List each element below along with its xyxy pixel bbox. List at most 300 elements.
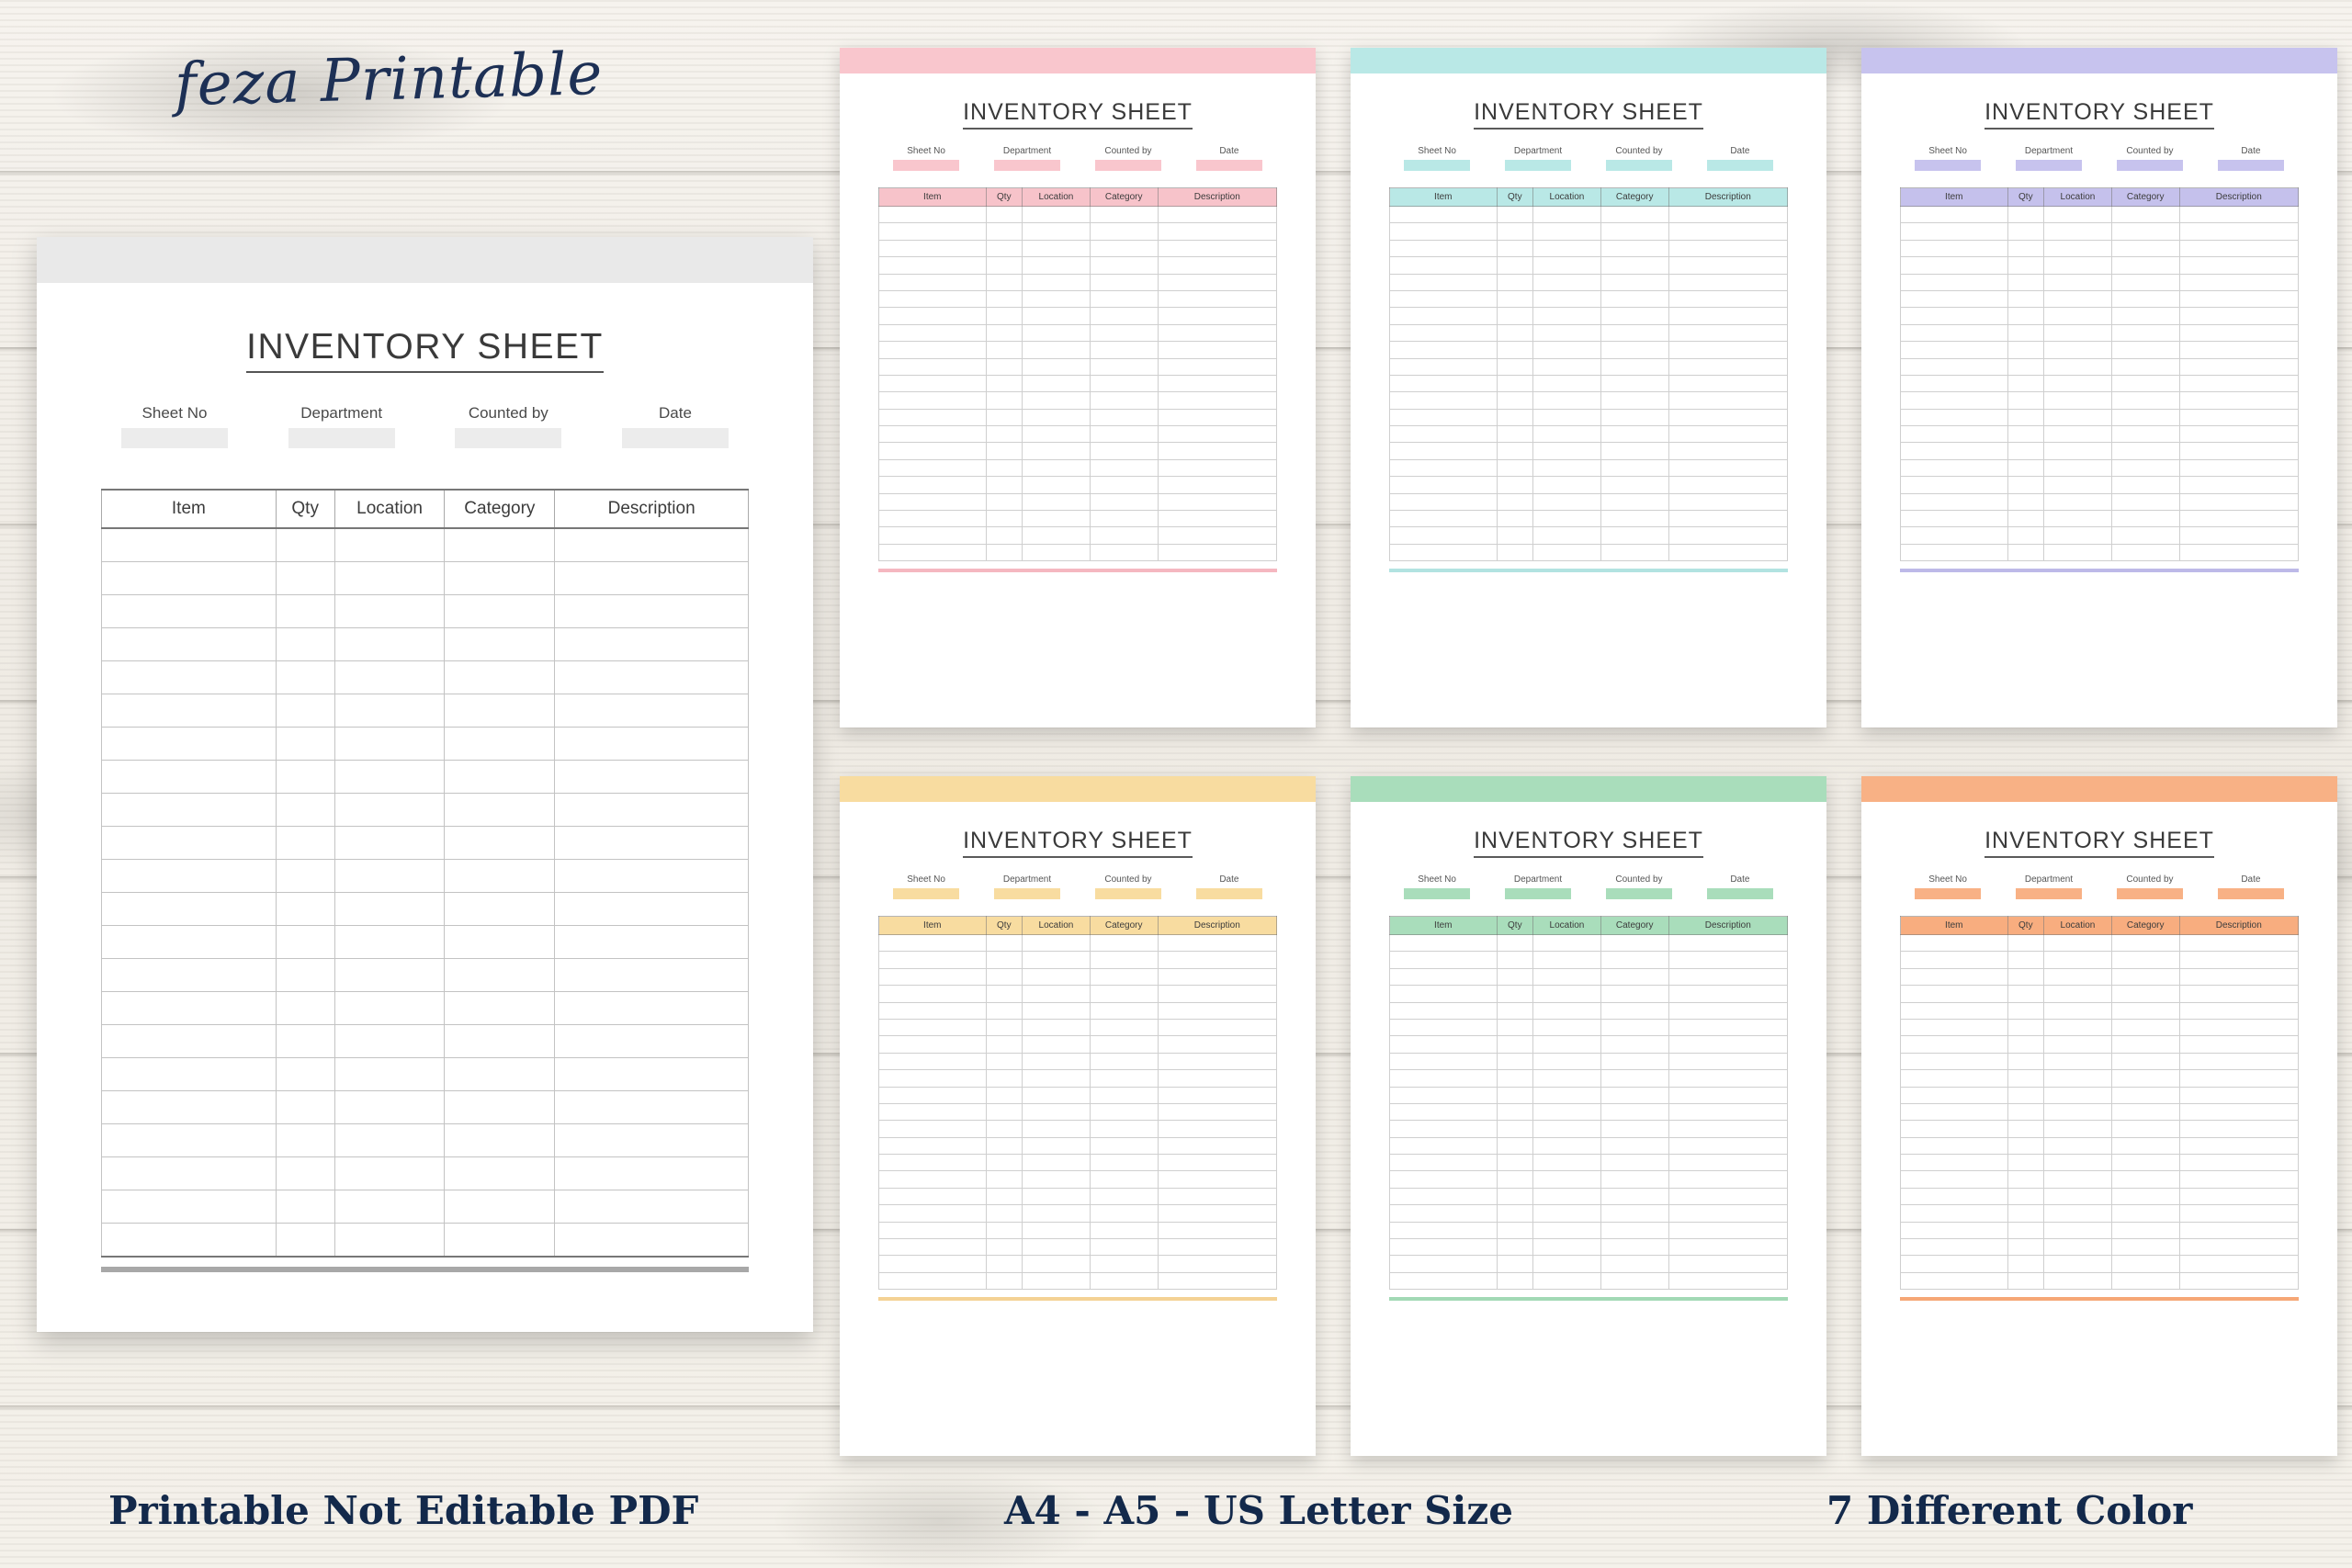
table-cell[interactable] (1497, 493, 1533, 510)
table-cell[interactable] (1533, 223, 1601, 240)
table-cell[interactable] (1023, 1019, 1091, 1035)
table-cell[interactable] (986, 968, 1023, 985)
table-cell[interactable] (102, 1025, 277, 1058)
table-cell[interactable] (2111, 443, 2179, 459)
table-cell[interactable] (2179, 1103, 2298, 1120)
table-cell[interactable] (1090, 290, 1158, 307)
table-row[interactable] (879, 1239, 1277, 1256)
table-cell[interactable] (1497, 324, 1533, 341)
table-row[interactable] (879, 1002, 1277, 1019)
table-cell[interactable] (1090, 459, 1158, 476)
table-cell[interactable] (1390, 1053, 1498, 1069)
table-cell[interactable] (2111, 1222, 2179, 1238)
table-cell[interactable] (1023, 1171, 1091, 1188)
table-row[interactable] (879, 409, 1277, 425)
table-cell[interactable] (2111, 544, 2179, 560)
table-cell[interactable] (1668, 1239, 1787, 1256)
table-cell[interactable] (1497, 1053, 1533, 1069)
table-cell[interactable] (1901, 1272, 2008, 1289)
table-row[interactable] (1901, 1103, 2299, 1120)
table-cell[interactable] (1668, 1272, 1787, 1289)
table-cell[interactable] (1600, 426, 1668, 443)
table-cell[interactable] (879, 1070, 987, 1087)
table-cell[interactable] (1901, 493, 2008, 510)
table-row[interactable] (1901, 1205, 2299, 1222)
table-cell[interactable] (2007, 1188, 2044, 1204)
table-cell[interactable] (1390, 1036, 1498, 1053)
table-cell[interactable] (1090, 952, 1158, 968)
table-cell[interactable] (1668, 240, 1787, 256)
table-cell[interactable] (276, 1124, 334, 1157)
table-cell[interactable] (2044, 1205, 2112, 1222)
table-cell[interactable] (1158, 1087, 1276, 1103)
table-cell[interactable] (445, 1224, 555, 1258)
table-cell[interactable] (1090, 1019, 1158, 1035)
table-cell[interactable] (2111, 952, 2179, 968)
table-cell[interactable] (1901, 968, 2008, 985)
table-cell[interactable] (1600, 493, 1668, 510)
table-row[interactable] (102, 827, 749, 860)
table-cell[interactable] (1090, 409, 1158, 425)
table-cell[interactable] (986, 426, 1023, 443)
table-cell[interactable] (555, 761, 749, 794)
table-cell[interactable] (276, 860, 334, 893)
table-cell[interactable] (1158, 544, 1276, 560)
table-cell[interactable] (276, 926, 334, 959)
table-row[interactable] (102, 1124, 749, 1157)
table-cell[interactable] (2007, 1036, 2044, 1053)
table-cell[interactable] (1533, 968, 1601, 985)
table-cell[interactable] (986, 459, 1023, 476)
table-cell[interactable] (986, 935, 1023, 952)
table-cell[interactable] (102, 1224, 277, 1258)
table-cell[interactable] (1158, 223, 1276, 240)
meta-input-box[interactable] (994, 888, 1060, 899)
meta-input-box[interactable] (288, 428, 395, 448)
table-cell[interactable] (1390, 257, 1498, 274)
table-cell[interactable] (1023, 1256, 1091, 1272)
table-cell[interactable] (1158, 1205, 1276, 1222)
table-cell[interactable] (1090, 544, 1158, 560)
table-cell[interactable] (1390, 1103, 1498, 1120)
table-cell[interactable] (2007, 1053, 2044, 1069)
table-cell[interactable] (1668, 493, 1787, 510)
table-cell[interactable] (1158, 986, 1276, 1002)
table-cell[interactable] (1600, 1137, 1668, 1154)
meta-input-box[interactable] (455, 428, 561, 448)
table-cell[interactable] (1497, 443, 1533, 459)
table-row[interactable] (879, 308, 1277, 324)
table-row[interactable] (879, 1019, 1277, 1035)
table-cell[interactable] (879, 1121, 987, 1137)
table-row[interactable] (1901, 409, 2299, 425)
table-row[interactable] (1901, 544, 2299, 560)
table-cell[interactable] (2111, 493, 2179, 510)
table-cell[interactable] (334, 1091, 445, 1124)
table-cell[interactable] (2044, 477, 2112, 493)
table-row[interactable] (1390, 1070, 1788, 1087)
table-cell[interactable] (1158, 443, 1276, 459)
table-row[interactable] (879, 290, 1277, 307)
table-cell[interactable] (2007, 257, 2044, 274)
meta-input-box[interactable] (1505, 160, 1571, 171)
table-cell[interactable] (555, 661, 749, 694)
table-row[interactable] (879, 1155, 1277, 1171)
table-cell[interactable] (986, 1155, 1023, 1171)
meta-input-box[interactable] (1606, 888, 1672, 899)
table-cell[interactable] (1901, 1036, 2008, 1053)
table-row[interactable] (1390, 1272, 1788, 1289)
table-cell[interactable] (1158, 968, 1276, 985)
meta-input-box[interactable] (1915, 160, 1981, 171)
table-cell[interactable] (1390, 290, 1498, 307)
table-cell[interactable] (1023, 1205, 1091, 1222)
table-cell[interactable] (1090, 968, 1158, 985)
table-cell[interactable] (445, 992, 555, 1025)
table-cell[interactable] (1533, 324, 1601, 341)
table-cell[interactable] (1390, 443, 1498, 459)
table-cell[interactable] (986, 1256, 1023, 1272)
table-cell[interactable] (102, 1157, 277, 1190)
table-cell[interactable] (879, 392, 987, 409)
table-row[interactable] (879, 1070, 1277, 1087)
table-cell[interactable] (986, 952, 1023, 968)
table-cell[interactable] (1668, 375, 1787, 391)
table-cell[interactable] (1901, 1222, 2008, 1238)
table-cell[interactable] (879, 459, 987, 476)
table-cell[interactable] (1497, 1070, 1533, 1087)
table-cell[interactable] (1390, 274, 1498, 290)
table-row[interactable] (102, 1058, 749, 1091)
table-cell[interactable] (1158, 324, 1276, 341)
table-cell[interactable] (2007, 1272, 2044, 1289)
table-cell[interactable] (1668, 392, 1787, 409)
table-cell[interactable] (102, 595, 277, 628)
table-cell[interactable] (555, 794, 749, 827)
table-cell[interactable] (1668, 1171, 1787, 1188)
table-cell[interactable] (276, 1224, 334, 1258)
meta-input-box[interactable] (2117, 888, 2183, 899)
table-cell[interactable] (1023, 1087, 1091, 1103)
table-cell[interactable] (2044, 1171, 2112, 1188)
table-cell[interactable] (1497, 358, 1533, 375)
table-cell[interactable] (1533, 935, 1601, 952)
table-cell[interactable] (1390, 1002, 1498, 1019)
table-cell[interactable] (1533, 527, 1601, 544)
table-cell[interactable] (2044, 527, 2112, 544)
table-cell[interactable] (102, 694, 277, 728)
table-cell[interactable] (1901, 986, 2008, 1002)
table-cell[interactable] (1533, 257, 1601, 274)
table-cell[interactable] (102, 1058, 277, 1091)
table-cell[interactable] (1533, 409, 1601, 425)
table-cell[interactable] (276, 1190, 334, 1224)
table-cell[interactable] (276, 827, 334, 860)
table-row[interactable] (1390, 375, 1788, 391)
table-cell[interactable] (2007, 207, 2044, 223)
table-cell[interactable] (1668, 358, 1787, 375)
table-cell[interactable] (1090, 308, 1158, 324)
table-cell[interactable] (555, 1091, 749, 1124)
table-cell[interactable] (1390, 1121, 1498, 1137)
table-row[interactable] (879, 324, 1277, 341)
table-cell[interactable] (1668, 1155, 1787, 1171)
table-cell[interactable] (1023, 1155, 1091, 1171)
table-cell[interactable] (2179, 358, 2298, 375)
table-cell[interactable] (2111, 1121, 2179, 1137)
table-row[interactable] (1390, 493, 1788, 510)
table-cell[interactable] (102, 860, 277, 893)
table-row[interactable] (879, 358, 1277, 375)
table-cell[interactable] (1390, 1239, 1498, 1256)
table-row[interactable] (102, 595, 749, 628)
table-cell[interactable] (1158, 1019, 1276, 1035)
table-row[interactable] (1390, 1002, 1788, 1019)
table-row[interactable] (1901, 342, 2299, 358)
table-cell[interactable] (2111, 968, 2179, 985)
table-cell[interactable] (2179, 257, 2298, 274)
table-cell[interactable] (1600, 392, 1668, 409)
table-cell[interactable] (1533, 1272, 1601, 1289)
table-row[interactable] (879, 392, 1277, 409)
table-cell[interactable] (1533, 342, 1601, 358)
table-cell[interactable] (2044, 1155, 2112, 1171)
meta-input-box[interactable] (1404, 888, 1470, 899)
table-cell[interactable] (555, 992, 749, 1025)
table-cell[interactable] (1090, 1155, 1158, 1171)
table-row[interactable] (1390, 324, 1788, 341)
table-cell[interactable] (2111, 324, 2179, 341)
table-cell[interactable] (1901, 1103, 2008, 1120)
table-cell[interactable] (1668, 1256, 1787, 1272)
table-cell[interactable] (1600, 207, 1668, 223)
table-cell[interactable] (1600, 240, 1668, 256)
table-cell[interactable] (2007, 240, 2044, 256)
table-cell[interactable] (2044, 1272, 2112, 1289)
table-cell[interactable] (1390, 342, 1498, 358)
table-cell[interactable] (334, 959, 445, 992)
table-cell[interactable] (1158, 1121, 1276, 1137)
table-row[interactable] (879, 1171, 1277, 1188)
table-cell[interactable] (1090, 986, 1158, 1002)
table-cell[interactable] (1668, 1087, 1787, 1103)
table-row[interactable] (1390, 358, 1788, 375)
table-cell[interactable] (986, 493, 1023, 510)
table-row[interactable] (879, 1256, 1277, 1272)
table-cell[interactable] (2179, 290, 2298, 307)
table-cell[interactable] (1668, 426, 1787, 443)
table-cell[interactable] (2179, 935, 2298, 952)
table-cell[interactable] (2179, 1222, 2298, 1238)
table-row[interactable] (1901, 1121, 2299, 1137)
table-cell[interactable] (879, 409, 987, 425)
table-cell[interactable] (879, 358, 987, 375)
table-cell[interactable] (2044, 324, 2112, 341)
table-cell[interactable] (986, 409, 1023, 425)
table-cell[interactable] (555, 1190, 749, 1224)
table-cell[interactable] (1390, 511, 1498, 527)
meta-input-box[interactable] (1095, 888, 1161, 899)
table-cell[interactable] (2179, 324, 2298, 341)
table-cell[interactable] (879, 240, 987, 256)
table-cell[interactable] (1390, 1272, 1498, 1289)
table-cell[interactable] (1023, 342, 1091, 358)
table-row[interactable] (879, 527, 1277, 544)
table-cell[interactable] (2007, 1087, 2044, 1103)
table-cell[interactable] (1158, 459, 1276, 476)
table-row[interactable] (1901, 1155, 2299, 1171)
table-cell[interactable] (102, 528, 277, 562)
table-cell[interactable] (1023, 544, 1091, 560)
table-cell[interactable] (334, 728, 445, 761)
table-cell[interactable] (1497, 257, 1533, 274)
table-cell[interactable] (1600, 986, 1668, 1002)
table-cell[interactable] (445, 628, 555, 661)
table-cell[interactable] (1023, 1137, 1091, 1154)
table-cell[interactable] (1158, 375, 1276, 391)
table-cell[interactable] (1090, 1239, 1158, 1256)
table-cell[interactable] (879, 1155, 987, 1171)
table-cell[interactable] (102, 628, 277, 661)
table-cell[interactable] (555, 1025, 749, 1058)
table-cell[interactable] (1158, 477, 1276, 493)
table-cell[interactable] (2111, 308, 2179, 324)
table-row[interactable] (879, 511, 1277, 527)
table-cell[interactable] (1158, 409, 1276, 425)
table-row[interactable] (1901, 968, 2299, 985)
table-cell[interactable] (1158, 1188, 1276, 1204)
table-cell[interactable] (1600, 1272, 1668, 1289)
preview-card-green[interactable] (1351, 776, 1826, 1456)
table-row[interactable] (102, 1224, 749, 1258)
table-row[interactable] (879, 1103, 1277, 1120)
table-cell[interactable] (1023, 1070, 1091, 1087)
table-cell[interactable] (334, 1124, 445, 1157)
table-cell[interactable] (1668, 459, 1787, 476)
table-cell[interactable] (2111, 290, 2179, 307)
table-cell[interactable] (445, 827, 555, 860)
table-cell[interactable] (1901, 1121, 2008, 1137)
table-cell[interactable] (1901, 1188, 2008, 1204)
table-row[interactable] (879, 1222, 1277, 1238)
table-cell[interactable] (1901, 409, 2008, 425)
table-cell[interactable] (1158, 935, 1276, 952)
meta-input-box[interactable] (2218, 888, 2284, 899)
table-cell[interactable] (2111, 392, 2179, 409)
table-cell[interactable] (1390, 426, 1498, 443)
table-cell[interactable] (1668, 443, 1787, 459)
table-cell[interactable] (2179, 443, 2298, 459)
table-cell[interactable] (1023, 290, 1091, 307)
table-cell[interactable] (1600, 1019, 1668, 1035)
table-cell[interactable] (1497, 392, 1533, 409)
table-cell[interactable] (986, 511, 1023, 527)
table-cell[interactable] (2044, 409, 2112, 425)
table-cell[interactable] (986, 1002, 1023, 1019)
table-cell[interactable] (555, 893, 749, 926)
table-row[interactable] (1390, 409, 1788, 425)
table-cell[interactable] (1668, 1036, 1787, 1053)
table-cell[interactable] (2179, 1121, 2298, 1137)
table-cell[interactable] (1497, 459, 1533, 476)
table-cell[interactable] (334, 893, 445, 926)
table-cell[interactable] (1901, 1239, 2008, 1256)
table-row[interactable] (1390, 1155, 1788, 1171)
table-cell[interactable] (2111, 1002, 2179, 1019)
table-cell[interactable] (879, 477, 987, 493)
table-cell[interactable] (1497, 240, 1533, 256)
table-cell[interactable] (986, 1239, 1023, 1256)
table-cell[interactable] (1023, 986, 1091, 1002)
table-cell[interactable] (2111, 1053, 2179, 1069)
table-cell[interactable] (1390, 1188, 1498, 1204)
table-row[interactable] (879, 240, 1277, 256)
table-cell[interactable] (1600, 375, 1668, 391)
table-row[interactable] (1390, 1103, 1788, 1120)
table-cell[interactable] (276, 528, 334, 562)
table-cell[interactable] (445, 595, 555, 628)
table-cell[interactable] (445, 794, 555, 827)
table-cell[interactable] (2044, 1036, 2112, 1053)
table-cell[interactable] (276, 893, 334, 926)
table-row[interactable] (1901, 392, 2299, 409)
table-cell[interactable] (2111, 409, 2179, 425)
table-cell[interactable] (445, 1025, 555, 1058)
table-cell[interactable] (2007, 544, 2044, 560)
meta-input-box[interactable] (1915, 888, 1981, 899)
table-cell[interactable] (2007, 1121, 2044, 1137)
table-cell[interactable] (1533, 1188, 1601, 1204)
table-cell[interactable] (1901, 342, 2008, 358)
table-row[interactable] (1901, 274, 2299, 290)
table-row[interactable] (879, 544, 1277, 560)
table-cell[interactable] (555, 860, 749, 893)
table-cell[interactable] (1090, 1171, 1158, 1188)
table-cell[interactable] (1668, 986, 1787, 1002)
table-cell[interactable] (1668, 1053, 1787, 1069)
meta-input-box[interactable] (893, 888, 959, 899)
table-cell[interactable] (2179, 511, 2298, 527)
table-cell[interactable] (2044, 1188, 2112, 1204)
table-cell[interactable] (334, 628, 445, 661)
table-row[interactable] (1390, 952, 1788, 968)
table-cell[interactable] (879, 257, 987, 274)
table-cell[interactable] (1090, 240, 1158, 256)
table-cell[interactable] (986, 290, 1023, 307)
table-cell[interactable] (986, 1188, 1023, 1204)
table-cell[interactable] (1533, 375, 1601, 391)
table-cell[interactable] (1497, 511, 1533, 527)
table-cell[interactable] (1158, 426, 1276, 443)
table-row[interactable] (879, 257, 1277, 274)
table-cell[interactable] (1390, 1070, 1498, 1087)
table-cell[interactable] (445, 860, 555, 893)
table-cell[interactable] (986, 1272, 1023, 1289)
table-cell[interactable] (2111, 375, 2179, 391)
table-cell[interactable] (1901, 308, 2008, 324)
table-cell[interactable] (1668, 1188, 1787, 1204)
table-row[interactable] (879, 1121, 1277, 1137)
table-cell[interactable] (2044, 358, 2112, 375)
table-cell[interactable] (1901, 952, 2008, 968)
table-cell[interactable] (2044, 493, 2112, 510)
table-cell[interactable] (1497, 1103, 1533, 1120)
table-cell[interactable] (986, 1222, 1023, 1238)
table-cell[interactable] (555, 959, 749, 992)
table-cell[interactable] (2179, 1019, 2298, 1035)
table-cell[interactable] (1668, 1070, 1787, 1087)
table-cell[interactable] (102, 926, 277, 959)
